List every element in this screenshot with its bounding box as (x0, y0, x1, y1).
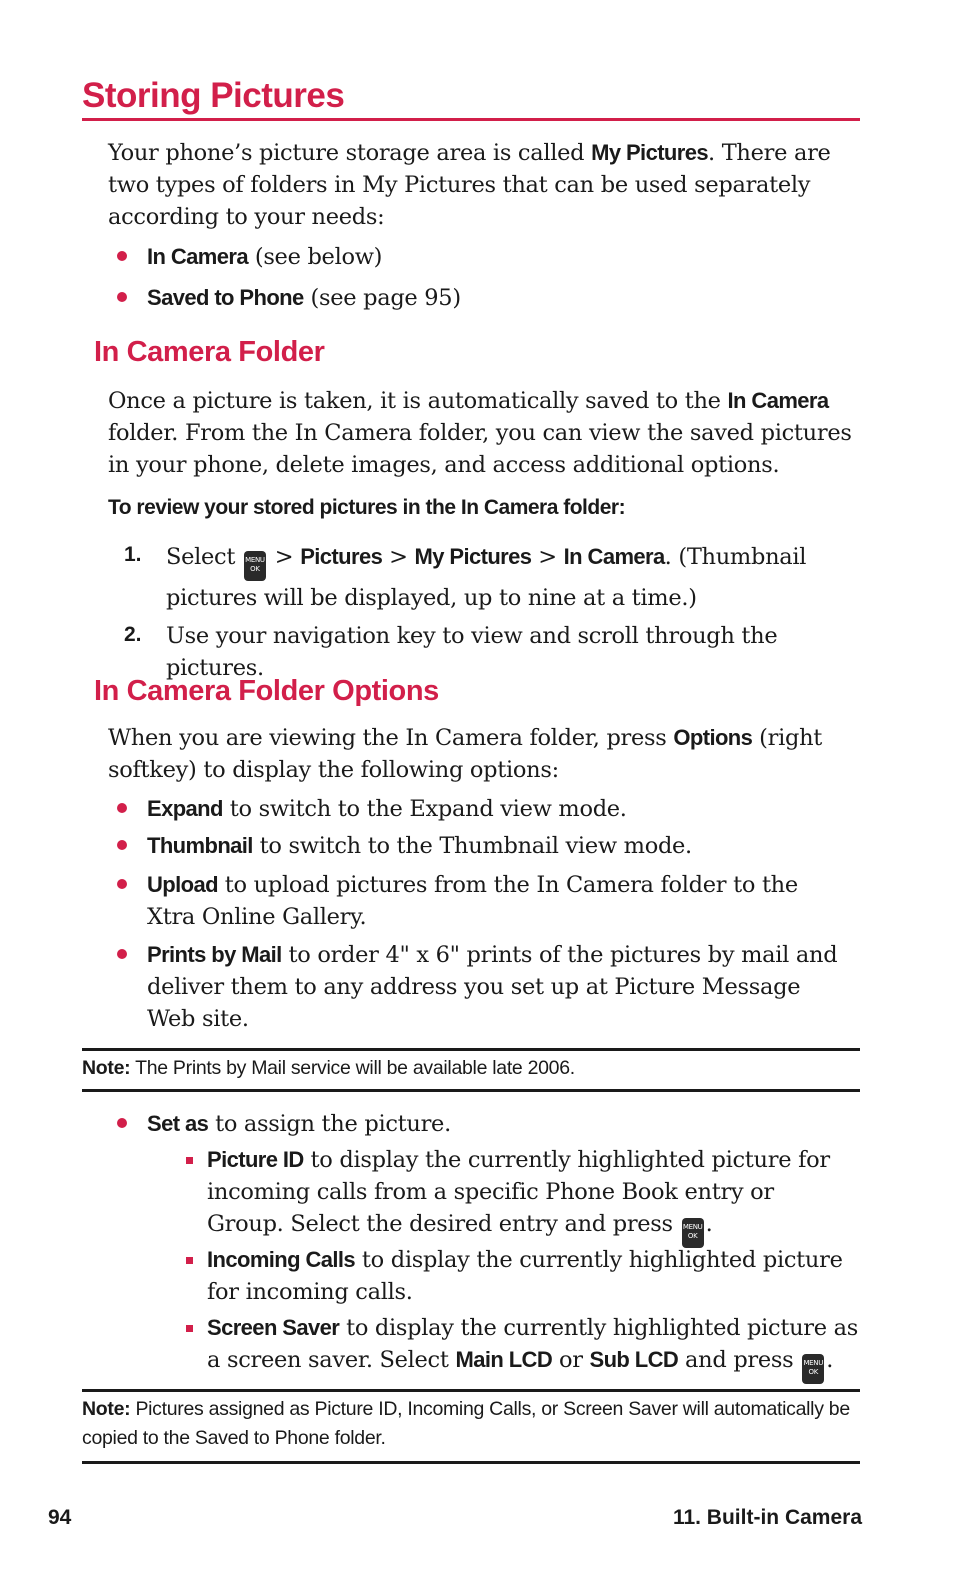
square-bullet-icon (186, 1325, 193, 1332)
page-number: 94 (48, 1506, 72, 1529)
list-item: Prints by Mail to order 4" x 6" prints of the pictures by mail and deliver them to any address you set up at Picture Message Web site. (147, 942, 838, 1032)
bullet-icon (117, 840, 127, 850)
step-2-text: Use your navigation key to view and scroll through the pictures. (166, 623, 778, 681)
page-title: Storing Pictures (82, 76, 345, 115)
sub-item-incoming-calls: Incoming Calls to display the currently highlighted picture for incoming calls. (207, 1247, 843, 1305)
note-picture-assignment: Note: Pictures assigned as Picture ID, Incoming Calls, or Screen Saver will automatically be copied to the Saved to Phone folder. (82, 1398, 850, 1449)
note-rule-bottom (82, 1089, 860, 1092)
bullet-icon (117, 1118, 127, 1128)
menu-ok-key-icon: MENU OK (682, 1218, 704, 1248)
menu-ok-key-icon: MENU OK (802, 1354, 824, 1384)
list-item: Upload to upload pictures from the In Camera folder to the Xtra Online Gallery. (147, 872, 798, 930)
in-camera-paragraph: Once a picture is taken, it is automatically saved to the In Camera folder. From the In Camera folder, you can view the saved pictures in your phone, delete images, and access additional options. (108, 388, 852, 478)
note-prints-by-mail: Note: The Prints by Mail service will be available late 2006. (82, 1057, 575, 1079)
square-bullet-icon (186, 1157, 193, 1164)
section-heading-in-camera-folder-options: In Camera Folder Options (94, 675, 439, 707)
list-item: Set as to assign the picture. (147, 1111, 451, 1137)
title-underline (82, 118, 860, 121)
list-item: In Camera (see below) (147, 244, 383, 270)
options-paragraph: When you are viewing the In Camera folder, press Options (right softkey) to display the following options: (108, 725, 822, 783)
note-rule-top (82, 1389, 860, 1392)
bullet-icon (117, 879, 127, 889)
bullet-icon (117, 292, 127, 302)
step-1-text: Select MENU OK > Pictures > My Pictures > In Camera. (Thumbnail pictures will be displayed, up to nine at a time.) (166, 544, 807, 611)
square-bullet-icon (186, 1257, 193, 1264)
sub-item-screen-saver: Screen Saver to display the currently highlighted picture as a screen saver. Select Main LCD or Sub LCD and press MENU OK . (207, 1312, 859, 1384)
procedure-lead-in: To review your stored pictures in the In Camera folder: (108, 496, 626, 519)
list-item: Saved to Phone (see page 95) (147, 285, 461, 311)
bullet-icon (117, 803, 127, 813)
chapter-title: 11. Built-in Camera (672, 1506, 862, 1529)
step-number: 1. (124, 543, 142, 566)
intro-paragraph: Your phone’s picture storage area is called My Pictures. There are two types of folders in My Pictures that can be used separately according to your needs: (108, 140, 831, 230)
my-pictures-term: My Pictures (591, 140, 709, 165)
list-item: Expand to switch to the Expand view mode. (147, 796, 627, 822)
section-heading-in-camera-folder: In Camera Folder (94, 336, 325, 368)
sub-item-picture-id: Picture ID to display the currently highlighted picture for incoming calls from a specific Phone Book entry or Group. Select the desired entry and press MENU OK . (207, 1144, 857, 1248)
menu-ok-key-icon: MENU OK (244, 551, 266, 581)
bullet-icon (117, 949, 127, 959)
step-number: 2. (124, 623, 142, 646)
list-item: Thumbnail to switch to the Thumbnail view mode. (147, 833, 692, 859)
note-rule-top (82, 1048, 860, 1051)
note-rule-bottom (82, 1461, 860, 1464)
bullet-icon (117, 251, 127, 261)
